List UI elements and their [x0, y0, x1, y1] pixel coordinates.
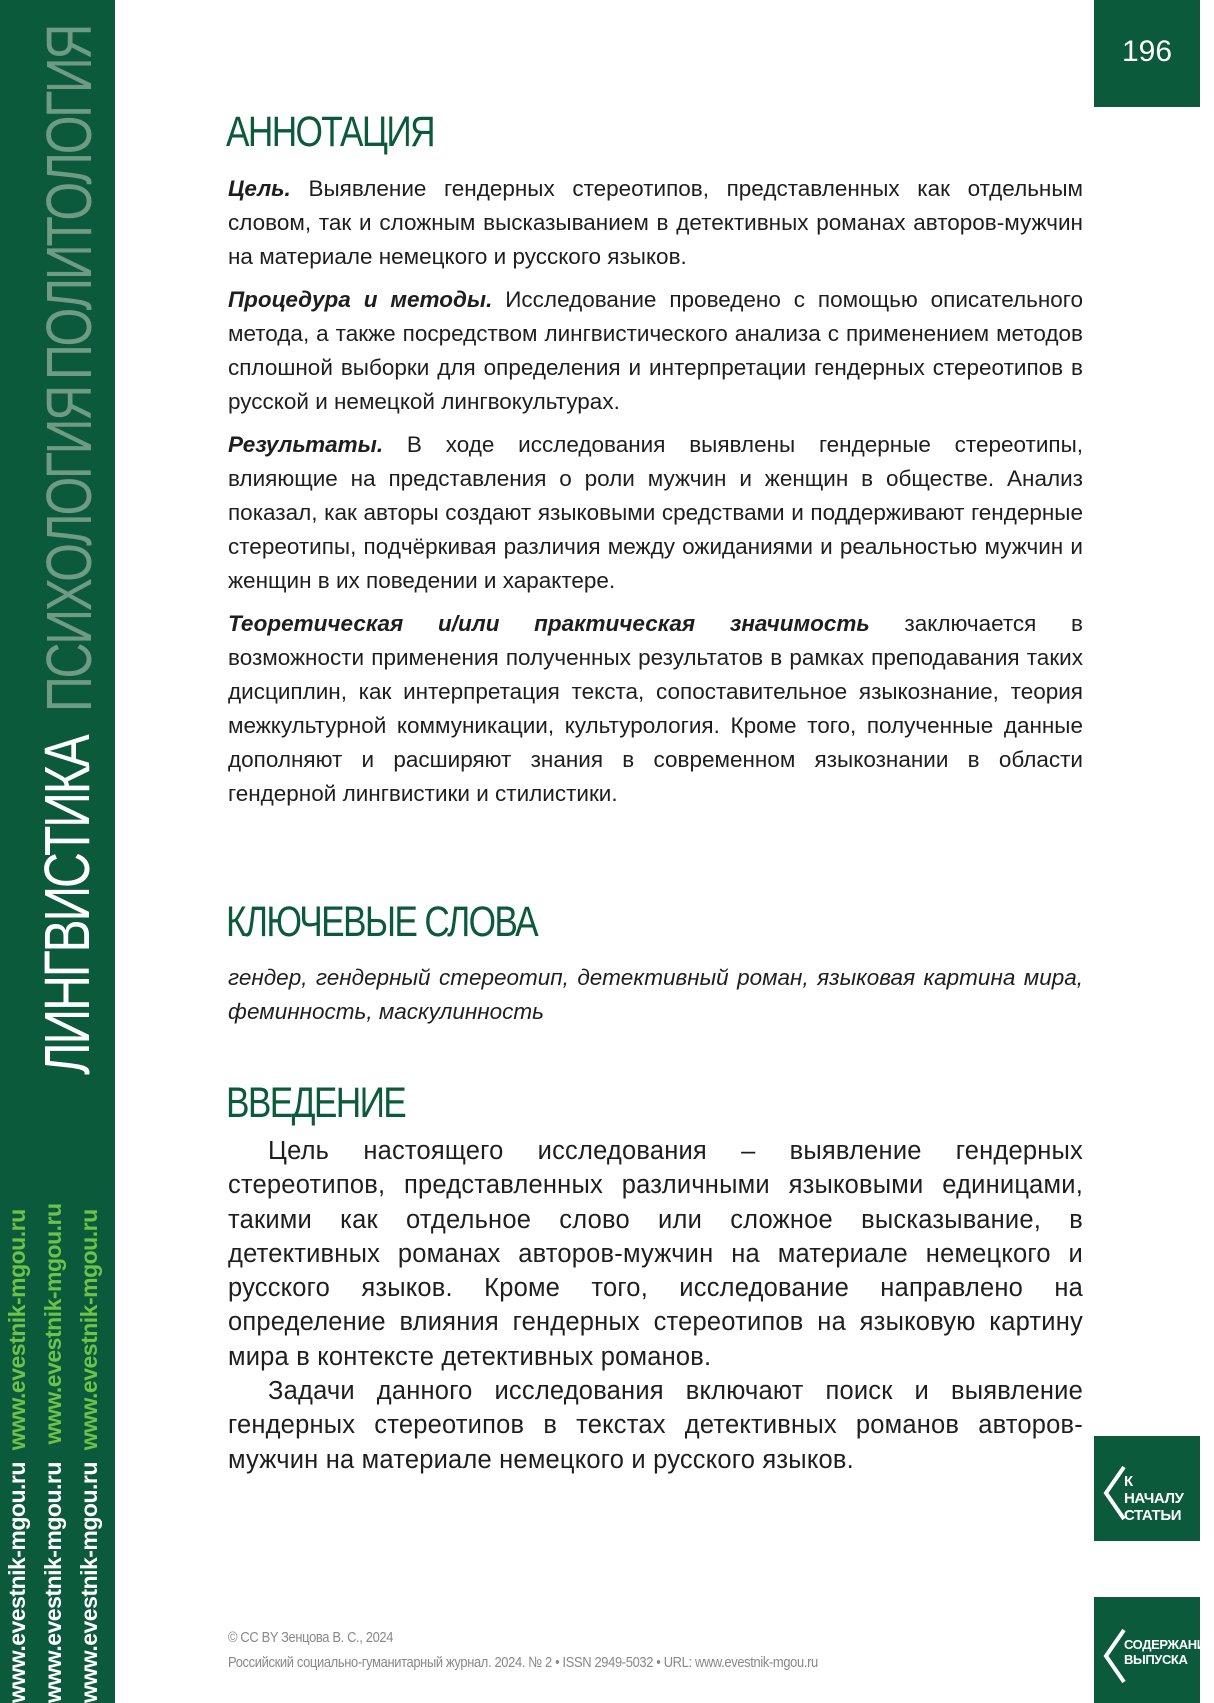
site-url[interactable]: www.evestnik-mgou.ru	[40, 1203, 66, 1445]
annotation-body	[228, 172, 1083, 820]
section-label-politology: ПОЛИТОЛОГИЯ	[33, 25, 105, 381]
issue-contents-button[interactable]	[1094, 1597, 1214, 1703]
annotation-methods	[228, 283, 1083, 419]
page-footer	[228, 1625, 914, 1675]
site-url-line[interactable]	[76, 1209, 103, 1703]
copyright: © CC BY Зенцова В. С., 2024	[228, 1629, 394, 1646]
keywords-heading: КЛЮЧЕВЫЕ СЛОВА	[226, 898, 537, 946]
back-to-article-start-label: К НАЧАЛУ СТАТЬИ	[1124, 1473, 1184, 1524]
intro-paragraph: Задачи данного исследования включают поиск и выявление гендерных стереотипов в текстах детективных романов авторов-мужчин на материале немецкого и русского языков.	[228, 1377, 1083, 1474]
site-url-line[interactable]	[40, 1203, 67, 1703]
results-text: В ходе исследования выявлены гендерные стереотипы, влияющие на представления о роли мужчин и женщин в обществе. Анализ показал, как авторы создают языковыми средствами и поддерживают гендерные стереотипы, подчёркивая различия между ожиданиями и реальностью мужчин и женщин в их поведении и характере.	[228, 432, 1083, 593]
section-sidebar	[0, 0, 115, 1703]
site-url-line[interactable]	[4, 1209, 31, 1703]
annotation-significance	[228, 607, 1083, 811]
section-label-linguistics: ЛИНГВИСТИКА	[31, 736, 103, 1075]
results-label: Результаты.	[228, 432, 384, 457]
site-url[interactable]: www.evestnik-mgou.ru	[76, 1462, 102, 1703]
site-url[interactable]: www.evestnik-mgou.ru	[4, 1209, 30, 1451]
issue-contents-label: СОДЕРЖАНИЕ ВЫПУСКА	[1124, 1637, 1214, 1667]
significance-label: Теоретическая и/или практическая значимость	[228, 611, 870, 636]
intro-paragraph: Цель настоящего исследования – выявление гендерных стереотипов, представленных различными языковыми единицами, такими как отдельное слово или сложное высказывание, в детективных романах авторов-мужчин на материале немецкого и русского языков. Кроме того, исследование направлено на определение влияния гендерных стереотипов на языковую картину мира в контексте детективных романов.	[228, 1137, 1083, 1371]
goal-text: Выявление гендерных стереотипов, представленных как отдельным словом, так и сложным высказыванием в детективных романах авторов-мужчин на материале немецкого и русского языков.	[228, 176, 1083, 269]
methods-text: Исследование проведено с помощью описательного метода, а также посредством лингвистического анализа с применением методов сплошной выборки для определения и интерпретации гендерных стереотипов в русской и немецкой лингвокультурах.	[228, 287, 1083, 414]
annotation-goal	[228, 172, 1083, 274]
journal-citation: Российский социально-гуманитарный журнал. 2024. № 2 • ISSN 2949-5032 • URL: www.evestnik-mgou.ru	[228, 1654, 818, 1671]
annotation-results	[228, 428, 1083, 598]
section-label-psychology: ПСИХОЛОГИЯ	[33, 387, 105, 712]
goal-label: Цель.	[228, 176, 291, 201]
keywords-text: гендер, гендерный стереотип, детективный роман, языковая картина мира, феминность, маскулинность	[228, 965, 1083, 1024]
site-url[interactable]: www.evestnik-mgou.ru	[4, 1462, 30, 1703]
back-to-article-start-button[interactable]	[1094, 1436, 1200, 1541]
methods-label: Процедура и методы.	[228, 287, 493, 312]
site-url[interactable]: www.evestnik-mgou.ru	[76, 1209, 102, 1451]
site-url[interactable]: www.evestnik-mgou.ru	[40, 1462, 66, 1703]
significance-text: заключается в возможности применения полученных результатов в рамках преподавания таких дисциплин, как интерпретация текста, сопоставительное языкознание, теория межкультурной коммуникации, культурология. Кроме того, полученные данные дополняют и расширяют знания в современном языкознании в области гендерной лингвистики и стилистики.	[228, 611, 1083, 806]
annotation-heading: АННОТАЦИЯ	[226, 108, 434, 156]
introduction-body	[228, 1134, 1083, 1477]
introduction-heading: ВВЕДЕНИЕ	[226, 1079, 406, 1127]
page-number: 196	[1094, 0, 1200, 107]
